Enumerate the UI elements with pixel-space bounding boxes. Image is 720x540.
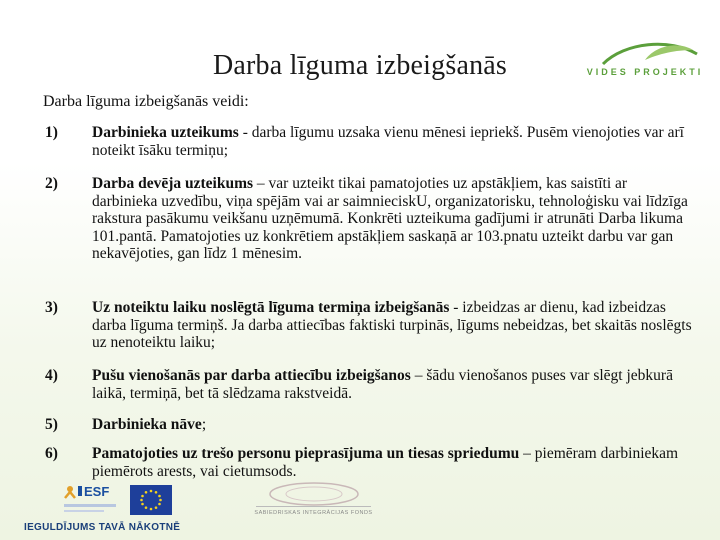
list-number: 1) bbox=[45, 124, 58, 141]
slogan-text: IEGULDĪJUMS TAVĀ NĀKOTNĒ bbox=[24, 522, 181, 533]
item-heading: Darbinieka nāve bbox=[92, 416, 202, 433]
subtitle: Darba līguma izbeigšanās veidi: bbox=[43, 93, 249, 110]
item-heading: Pamatojoties uz trešo personu pieprasījuma un tiesas spriedumu bbox=[92, 445, 520, 462]
item-body: – šādu vienošanos puses var slēgt jebkurā laikā, termiņā, bet tā slēdzama rakstveidā. bbox=[92, 367, 673, 402]
item-body: - izbeidzas ar dienu, kad izbeidzas darba līguma termiņš. Ja darba attiecības faktiski turpinās, līgums nebeidzas, bet skaitās noslēgts uz nenoteiktu laiku; bbox=[92, 299, 692, 351]
list-text bbox=[92, 124, 692, 159]
item-body: - darba līgumu uzsaka vienu mēnesi iepriekš. Pusēm vienojoties var arī noteikt īsāku termiņu; bbox=[92, 124, 684, 159]
eu-flag bbox=[130, 485, 172, 515]
eu-stars-icon bbox=[130, 485, 172, 515]
item-body: – piemēram darbiniekam piemērots arests, vai cietumsods. bbox=[92, 445, 679, 480]
list-number: 4) bbox=[45, 367, 58, 384]
item-heading: Darbinieka uzteikums bbox=[92, 124, 239, 141]
item-heading: Uz noteiktu laiku noslēgtā līguma termiņa izbeigšanās bbox=[92, 299, 450, 316]
list-text bbox=[92, 416, 692, 434]
esf-label: ESF bbox=[84, 484, 110, 499]
partner-emblem-icon bbox=[236, 480, 391, 510]
slide-title: Darba līguma izbeigšanās bbox=[212, 50, 508, 81]
list-text bbox=[92, 299, 692, 352]
item-body: ; bbox=[201, 416, 207, 433]
list-text bbox=[92, 175, 692, 263]
list-number: 6) bbox=[45, 445, 58, 462]
list-text bbox=[92, 445, 692, 480]
partner-text: SABIEDRISKAS INTEGRĀCIJAS FONDS bbox=[254, 510, 373, 516]
leaf-swoosh-icon bbox=[585, 40, 705, 70]
list-number: 5) bbox=[45, 416, 58, 433]
esf-logo bbox=[64, 484, 116, 516]
logo-text: VIDES PROJEKTI bbox=[586, 67, 704, 77]
partner-logo bbox=[236, 480, 391, 522]
item-body: – var uzteikt tikai pamatojoties uz apstākļiem, kas saistīti ar darbinieka uzvedību, viņa spējām vai ar saimnieciskU, organizatorisku, tehnoloģisku vai līdzīga rakstura pasākumu veikšanu uzņēmumā. Konkrēti uzteikuma gadījumi ir atrunāti Darba likuma 101.pantā. Pamatojoties uz konkrētiem apstākļiem saskaņā ar 103.pnatu uzteikt darbu var gan nekavējoties, gan līdz 1 mēnesim. bbox=[92, 175, 688, 262]
list-text bbox=[92, 367, 692, 402]
item-heading: Darba devēja uzteikums bbox=[92, 175, 254, 192]
list-number: 3) bbox=[45, 299, 58, 316]
vides-projekti-logo bbox=[585, 40, 705, 85]
list-number: 2) bbox=[45, 175, 58, 192]
item-heading: Pušu vienošanās par darba attiecību izbeigšanos bbox=[92, 367, 411, 384]
